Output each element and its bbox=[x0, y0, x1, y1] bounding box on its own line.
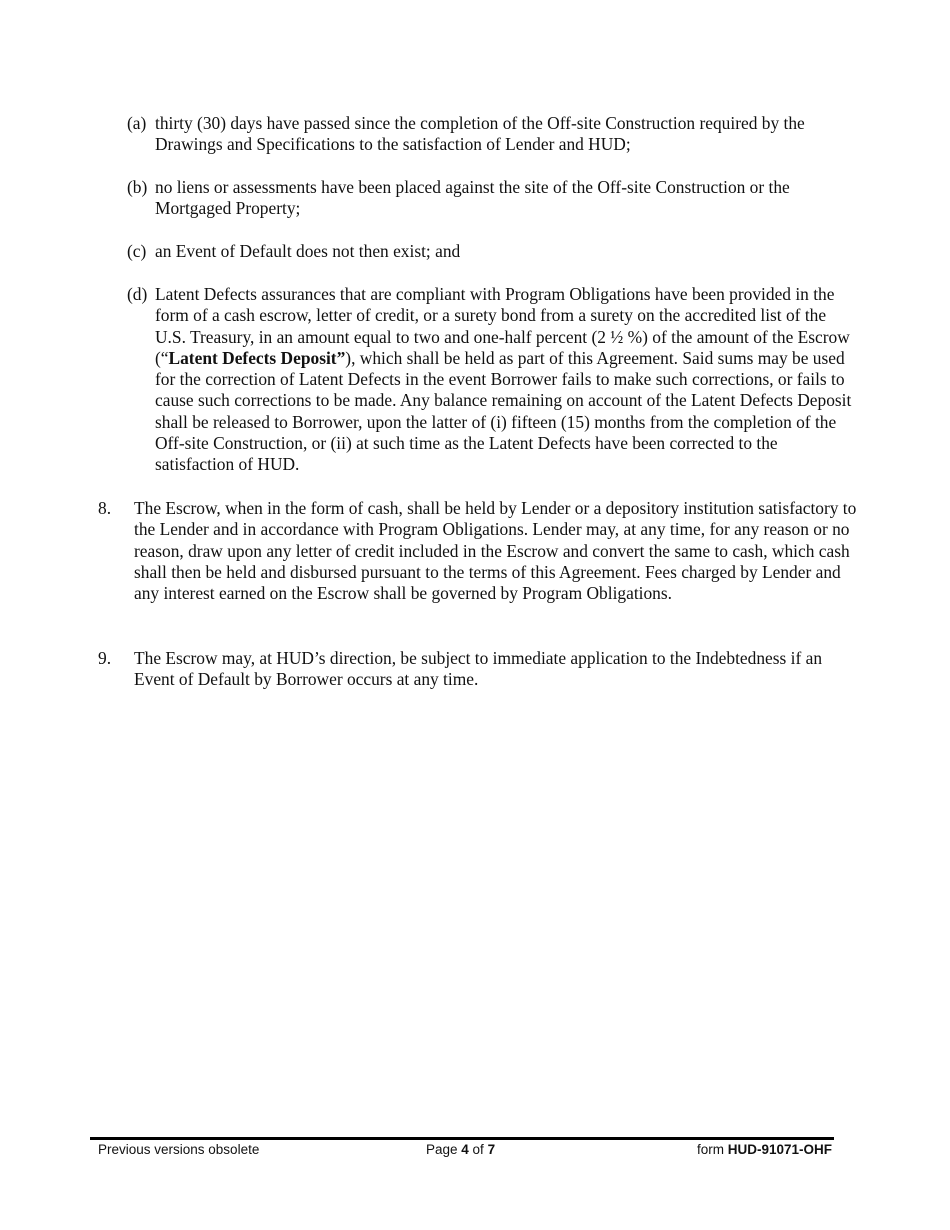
subitem-text: no liens or assessments have been placed against the site of the Off-site Construction or the Mortgaged Property; bbox=[155, 177, 790, 219]
subitem-label: (d) bbox=[127, 284, 148, 304]
page-of: of bbox=[468, 1142, 488, 1157]
form-prefix: form bbox=[696, 1142, 728, 1157]
subitem-label: (b) bbox=[127, 177, 148, 197]
footer-divider bbox=[90, 1137, 834, 1140]
footer-page-indicator bbox=[426, 1141, 495, 1158]
paragraph-text: The Escrow, when in the form of cash, shall be held by Lender or a depository institution satisfactory to the Lender and in accordance with Program Obligations. Lender may, at any time, for any reason or no reason, draw upon any letter of credit included in the Escrow and convert the same to cash, which cash shall then be held and disbursed pursuant to the terms of this Agreement. Fees charged by Lender and any interest earned on the Escrow shall be governed by Program Obligations. bbox=[134, 498, 857, 604]
form-id: HUD-91071-OHF bbox=[727, 1142, 832, 1157]
footer-obsolete-notice: Previous versions obsolete bbox=[98, 1142, 260, 1157]
subitem-b bbox=[127, 177, 857, 220]
paragraph-number: 9. bbox=[98, 648, 112, 668]
subitem-text-after: ), which shall be held as part of this Agreement. Said sums may be used for the correction of Latent Defects in the event Borrower fails to make such corrections, or fails to cause such corrections to be made. Any balance remaining on account of the Latent Defects Deposit shall be released to Borrower, upon the latter of (i) fifteen (15) months from the completion of the Off-site Construction, or (ii) at such time as the Latent Defects have been corrected to the satisfaction of HUD. bbox=[155, 347, 852, 475]
subitem-text: an Event of Default does not then exist; and bbox=[155, 241, 461, 261]
subitem-text: thirty (30) days have passed since the completion of the Off-site Construction required by the Drawings and Specifications to the satisfaction of Lender and HUD; bbox=[155, 113, 805, 155]
subitem-text-before: Latent Defects assurances that are compliant with Program Obligations have been provided in the form of a cash escrow, letter of credit, or a surety bond from a surety on the accredited list of the U.S. Treasury, in an amount equal to two and one-half percent (2 ½ %) of the amount of the Escrow (“ bbox=[155, 284, 850, 368]
paragraph-text: The Escrow may, at HUD’s direction, be subject to immediate application to the Indebtedness if an Event of Default by Borrower occurs at any time. bbox=[134, 648, 823, 690]
paragraph-9 bbox=[98, 648, 858, 691]
page-prefix: Page bbox=[426, 1142, 462, 1157]
subitem-a bbox=[127, 113, 857, 156]
subitem-label: (c) bbox=[127, 241, 147, 261]
page-number: 4 bbox=[461, 1142, 469, 1157]
subitem-label: (a) bbox=[127, 113, 147, 133]
subitem-d bbox=[127, 284, 857, 476]
defined-term-latent-defects-deposit: Latent Defects Deposit” bbox=[168, 347, 346, 368]
page-total: 7 bbox=[487, 1142, 496, 1157]
subitem-text bbox=[155, 284, 857, 476]
paragraph-number: 8. bbox=[98, 498, 112, 518]
subitem-c bbox=[127, 241, 857, 262]
paragraph-8 bbox=[98, 498, 858, 604]
footer-form-number bbox=[697, 1141, 832, 1158]
